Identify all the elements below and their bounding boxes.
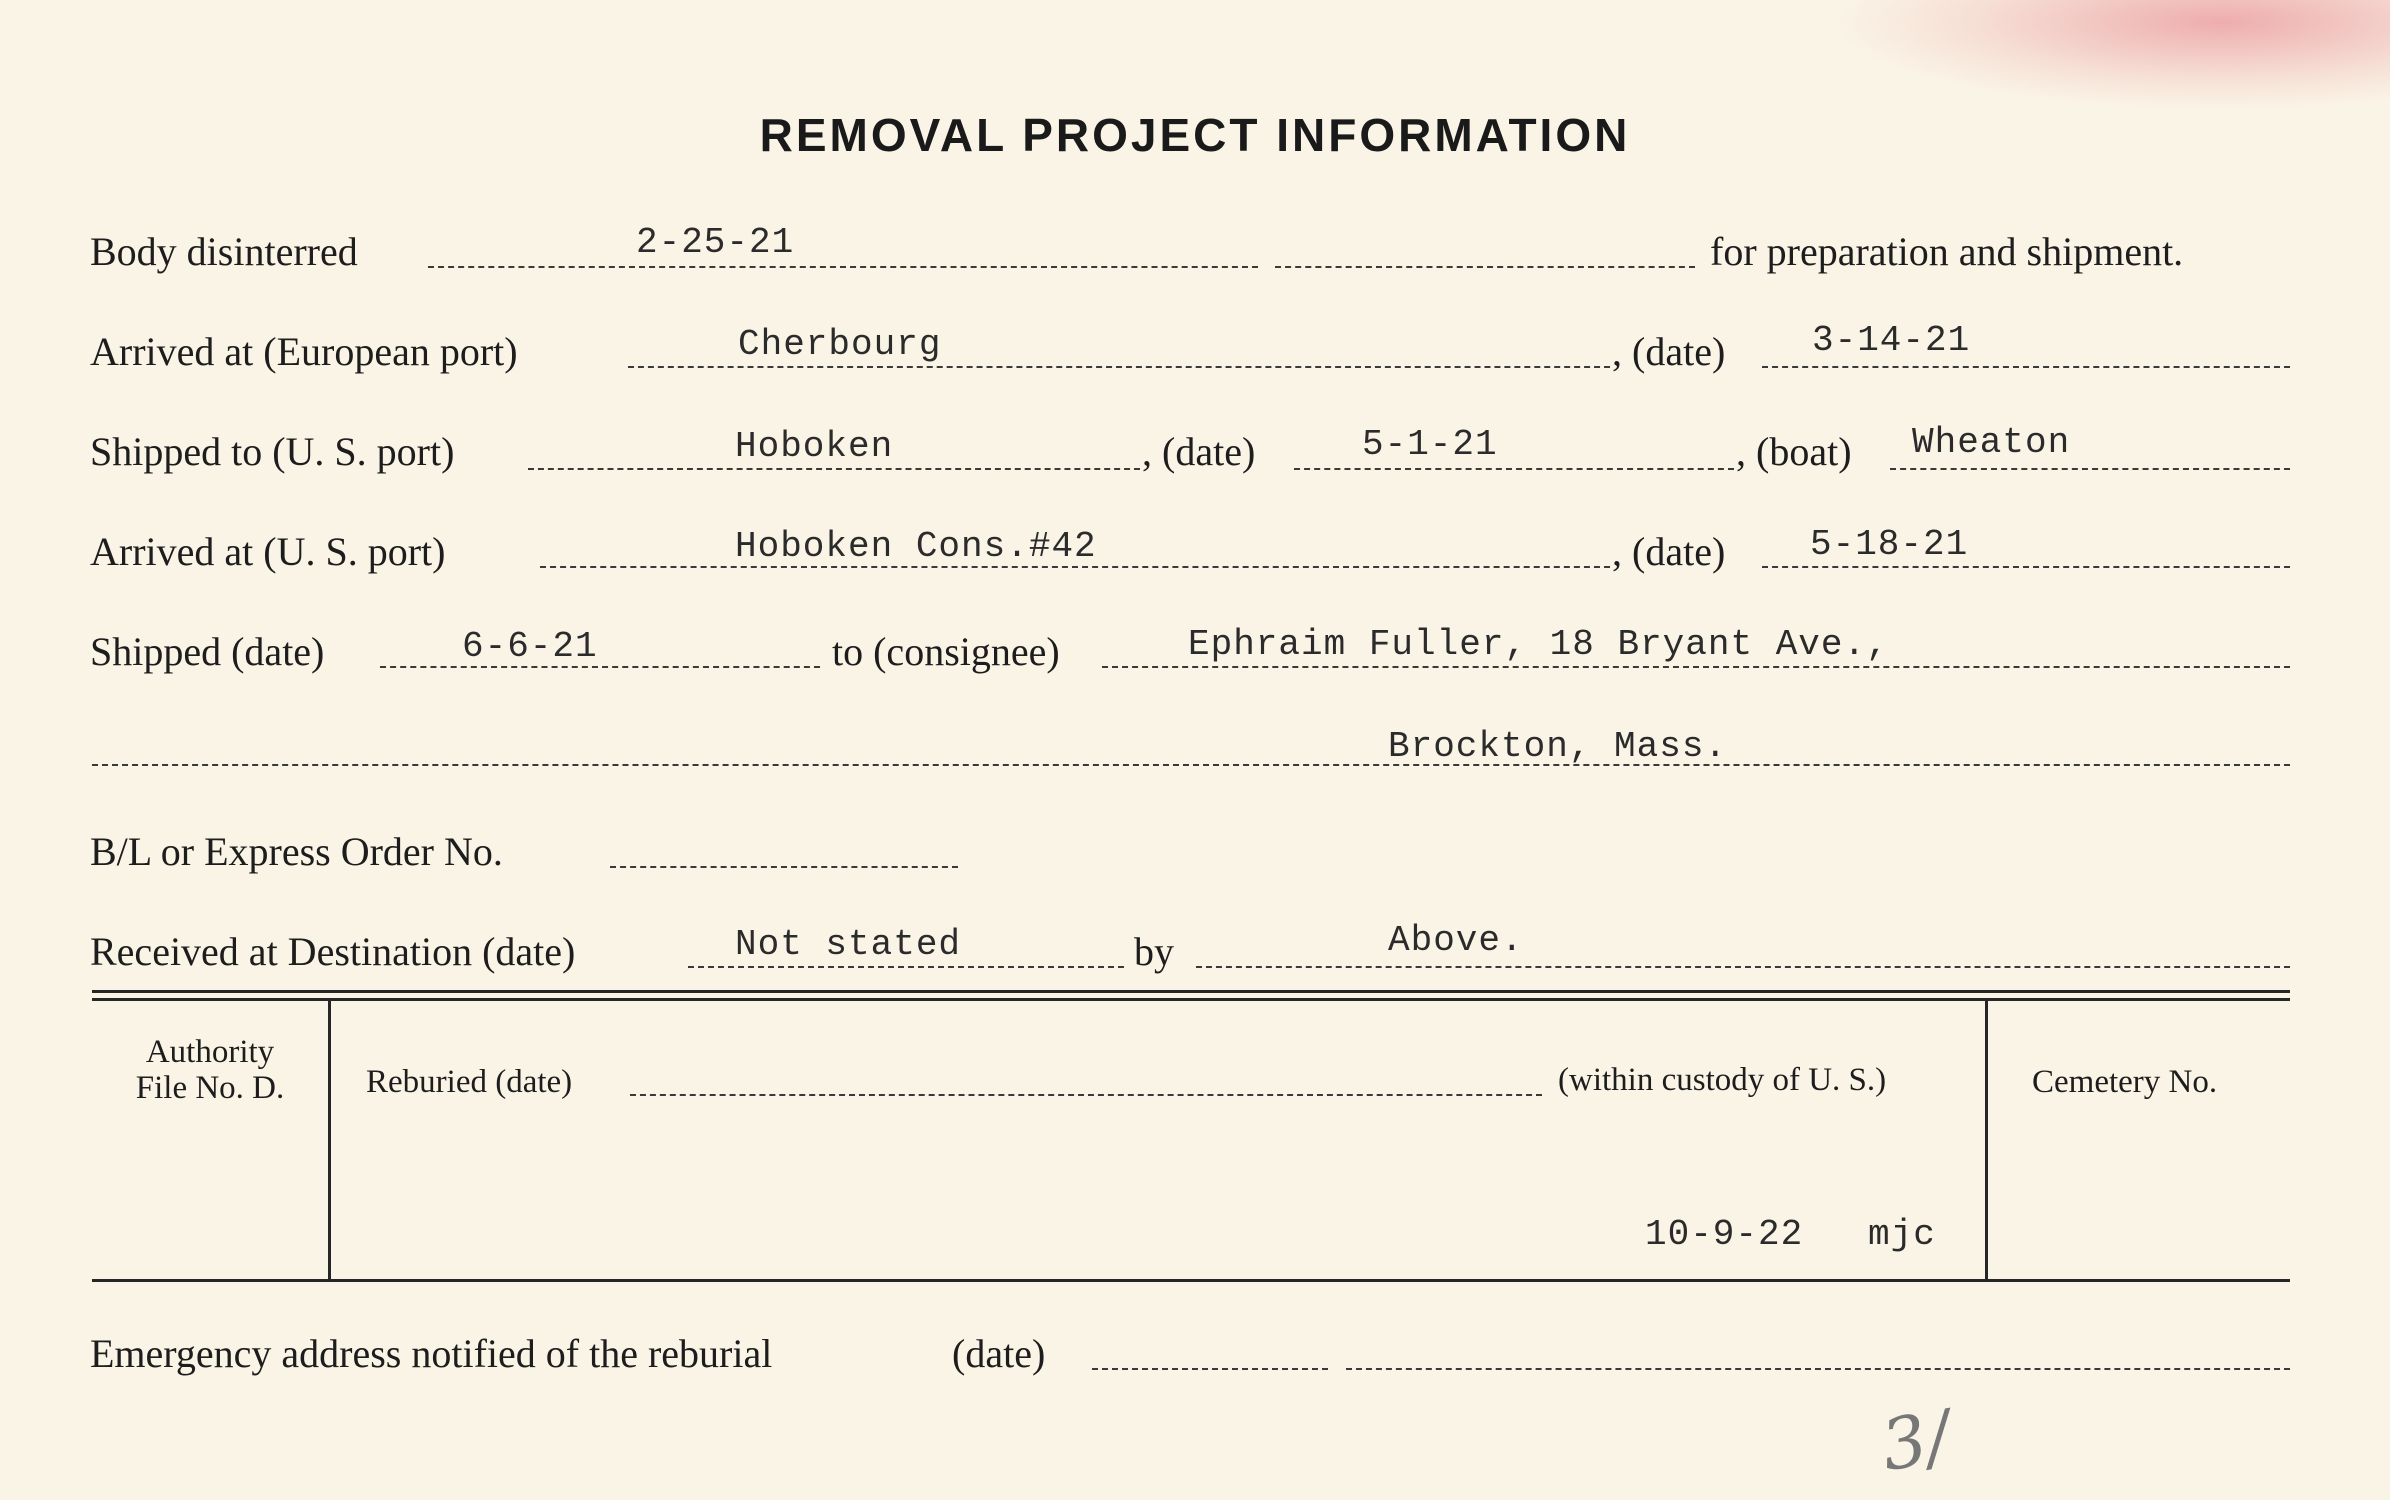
european-port-date-line <box>1762 366 2290 368</box>
shipped-date-label: Shipped (date) <box>90 629 325 674</box>
received-value: Not stated <box>735 924 962 965</box>
shipped-to-date-line <box>1294 468 1734 470</box>
disinterred-value: 2-25-21 <box>636 222 795 263</box>
shipped-to-boat-label: , (boat) <box>1736 429 1852 474</box>
emergency-label: Emergency address notified of the reburial <box>90 1331 773 1376</box>
consignee-label: to (consignee) <box>832 629 1060 674</box>
page-title: REMOVAL PROJECT INFORMATION <box>759 109 1631 161</box>
shipped-to-date-value: 5-1-21 <box>1362 424 1498 465</box>
authority-line-2: File No. D. <box>135 1070 285 1106</box>
arrived-us-label: Arrived at (U. S. port) <box>90 529 446 574</box>
emergency-line-1 <box>1092 1368 1328 1370</box>
pencil-note: 3/ <box>1875 1394 1957 1488</box>
received-by-value: Above. <box>1388 920 1524 961</box>
box-divider-right <box>1985 1001 1988 1279</box>
received-by-line <box>1196 966 2290 968</box>
shipped-to-date-label: , (date) <box>1142 429 1256 474</box>
received-line <box>688 966 1124 968</box>
box-bottom-rule <box>92 1279 2290 1282</box>
european-port-line <box>628 366 1610 368</box>
emergency-line-2 <box>1346 1368 2290 1370</box>
shipped-date-line <box>380 666 820 668</box>
consignee-line <box>1102 666 2290 668</box>
box-top-rule-2 <box>92 998 2290 1001</box>
disinterred-suffix: for preparation and shipment. <box>1710 229 2184 274</box>
shipped-to-boat-value: Wheaton <box>1912 422 2071 463</box>
shipped-date-value: 6-6-21 <box>462 626 598 667</box>
bl-line <box>610 866 958 868</box>
box-top-rule-1 <box>92 990 2290 993</box>
arrived-us-date-line <box>1762 566 2290 568</box>
received-label: Received at Destination (date) <box>90 929 576 974</box>
emergency-date-label: (date) <box>952 1331 1046 1376</box>
european-port-date-value: 3-14-21 <box>1812 320 1971 361</box>
authority-label <box>92 1034 328 1106</box>
disinterred-line-2 <box>1275 266 1695 268</box>
reburied-label: Reburied (date) <box>366 1064 573 1100</box>
authority-line-1: Authority <box>145 1034 275 1070</box>
european-port-label: Arrived at (European port) <box>90 329 518 374</box>
shipped-to-label: Shipped to (U. S. port) <box>90 429 455 474</box>
consignee-continued-line <box>92 764 2290 766</box>
arrived-us-date-label: , (date) <box>1612 529 1726 574</box>
european-port-date-label: , (date) <box>1612 329 1726 374</box>
shipped-to-line <box>528 468 1140 470</box>
cemetery-label: Cemetery No. <box>2032 1064 2218 1100</box>
box-divider-left <box>328 1001 331 1279</box>
arrived-us-date-value: 5-18-21 <box>1810 524 1969 565</box>
custody-label: (within custody of U. S.) <box>1558 1062 1887 1098</box>
consignee-line-1: Ephraim Fuller, 18 Bryant Ave., <box>1188 624 1889 665</box>
arrived-us-value: Hoboken Cons.#42 <box>735 526 1097 567</box>
bl-label: B/L or Express Order No. <box>90 829 503 874</box>
consignee-line-2: Brockton, Mass. <box>1388 726 1728 767</box>
disinterred-line <box>428 266 1258 268</box>
red-ink-stain <box>1830 0 2390 110</box>
shipped-to-value: Hoboken <box>735 426 894 467</box>
stamp-initials: mjc <box>1868 1214 1936 1255</box>
stamp-date: 10-9-22 <box>1645 1214 1804 1255</box>
reburied-line <box>630 1094 1542 1096</box>
disinterred-label: Body disinterred <box>90 229 358 274</box>
european-port-value: Cherbourg <box>738 324 942 365</box>
shipped-to-boat-line <box>1890 468 2290 470</box>
received-by-label: by <box>1134 929 1174 974</box>
